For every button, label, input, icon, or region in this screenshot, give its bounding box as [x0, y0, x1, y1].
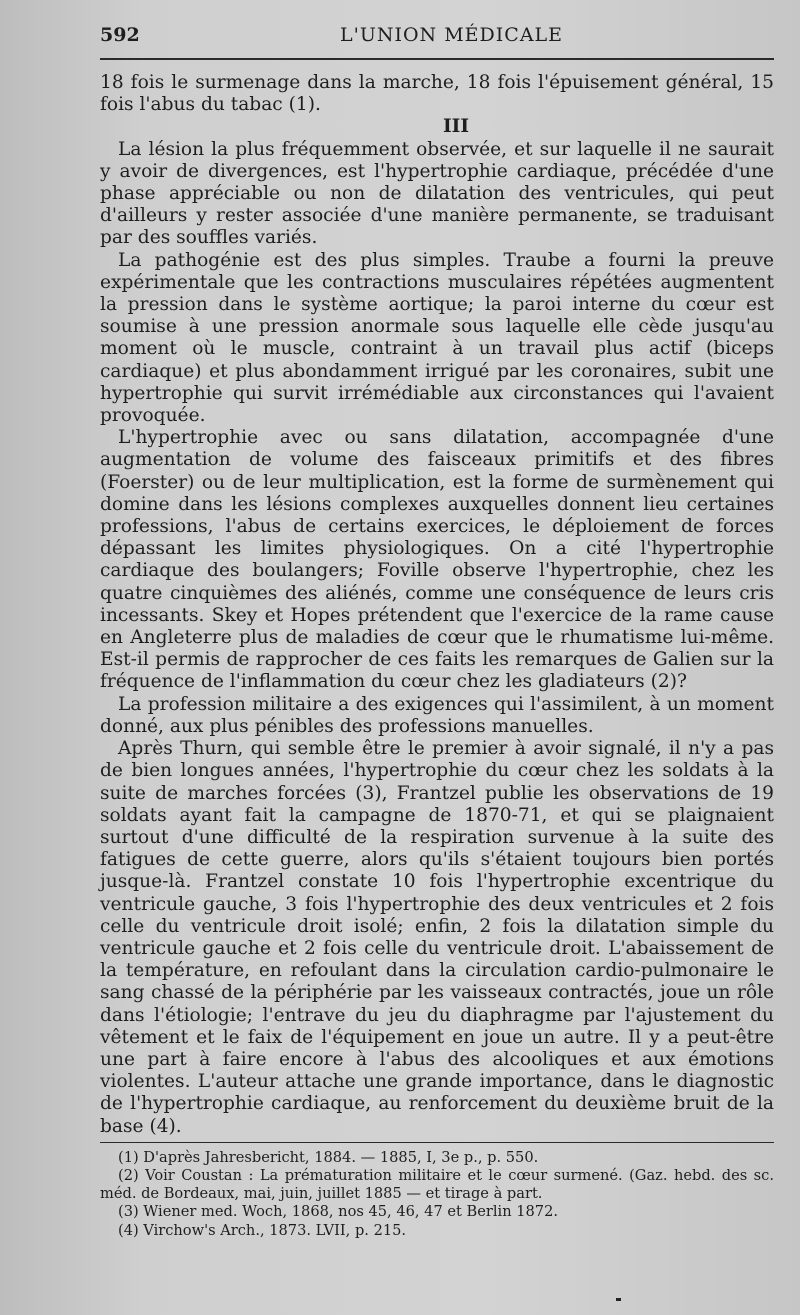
- print-mark: [616, 1298, 621, 1301]
- footnote-rule: [100, 1142, 774, 1143]
- footnote-1: (1) D'après Jahresbericht, 1884. — 1885, I, 3e p., p. 550.: [118, 1148, 539, 1166]
- footnote-3: (3) Wiener med. Woch, 1868, nos 45, 46, 47 et Berlin 1872.: [118, 1203, 559, 1221]
- paragraph-thurn-frantzel: Après Thurn, qui semble être le premier à avoir signalé, il n'y a pas de bien longues années, l'hypertrophie du cœur chez les soldats à la suite de marches forcées (3), Frantzel publie les observations de 19 soldats ayant fait la campagne de 1870-71, et qui se plaignaient surtout d'une difficulté de la respiration survenue à la suite des fatigues de cette guerre, alors qu'ils s'étaient toujours bien portés jusque-là. Frantzel constate 10 fois l'hypertrophie excentrique du ventricule gauche, 3 fois l'hypertrophie des deux ventricules et 2 fois celle du ventricule droit isolé; enfin, 2 fois la dilatation simple du ventricule gauche et 2 fois celle du ventricule droit. L'abaissement de la température, en refoulant dans la circulation cardio-pulmonaire le sang chassé de la périphérie par les vaisseaux contractés, joue un rôle dans l'étiologie; l'entrave du jeu du diaphragme par l'ajustement du vêtement et le faix de l'équipement en joue un autre. Il y a peut-être une part à faire encore à l'abus des alcooliques et aux émotions violentes. L'auteur attache une grande importance, dans le diagnostic de l'hypertrophie cardiaque, au renforcement du deuxième bruit de la base (4).: [100, 738, 774, 1137]
- page-number: 592: [100, 24, 140, 46]
- footnote-4: (4) Virchow's Arch., 1873. LVII, p. 215.: [118, 1221, 407, 1239]
- header-rule: [100, 58, 774, 60]
- paragraph-lesion: La lésion la plus fréquemment observée, et sur laquelle il ne saurait y avoir de divergences, est l'hypertrophie cardiaque, précédée d'une phase appréciable ou non de dilatation des ventricules, qui peut d'ailleurs y rester associée d'une manière permanente, se traduisant par des souffles variés.: [100, 138, 774, 249]
- page-header: [100, 18, 774, 50]
- paragraph-militaire: La profession militaire a des exigences qui l'assimilent, à un moment donné, aux plus pénibles des professions manuelles.: [100, 693, 774, 737]
- running-title: L'UNION MÉDICALE: [340, 24, 564, 46]
- body-text: [100, 72, 774, 1138]
- footnotes: [100, 1149, 774, 1240]
- paragraph-hypertrophie: L'hypertrophie avec ou sans dilatation, accompagnée d'une augmentation de volume des faisceaux primitifs et des fibres (Foerster) ou de leur multiplication, est la forme de surmènement qui domine dans les lésions complexes auxquelles donnent lieu certaines professions, l'abus de certains exercices, le déploiement de forces dépassant les limites physiologiques. On a cité l'hypertrophie cardiaque des boulangers; Foville observe l'hypertrophie, chez les quatre cinquièmes des aliénés, comme une conséquence de leurs cris incessants. Skey et Hopes prétendent que l'exercice de la rame cause en Angleterre plus de maladies de cœur que le rhumatisme lui-même. Est-il permis de rapprocher de ces faits les remarques de Galien sur la fréquence de l'inflammation du cœur chez les gladiateurs (2)?: [100, 427, 774, 693]
- paragraph-pathogenie: La pathogénie est des plus simples. Traube a fourni la preuve expérimentale que les contractions musculaires répétées augmentent la pression dans le système aortique; la paroi interne du cœur est soumise à une pression anormale sous laquelle elle cède jusqu'au moment où le muscle, contraint à un travail plus actif (biceps cardiaque) et plus abondamment irrigué par les coronaires, subit une hypertrophie qui survit irrémédiable aux circonstances qui l'avaient provoquée.: [100, 249, 774, 427]
- footnote-2: (2) Voir Coustan : La prématuration militaire et le cœur surmené. (Gaz. hebd. des sc. méd. de Bordeaux, mai, juin, juillet 1885 — et tirage à part.: [100, 1166, 774, 1203]
- paragraph-continuation: 18 fois le surmenage dans la marche, 18 fois l'épuisement général, 15 fois l'abus du tabac (1).: [100, 72, 774, 116]
- section-numeral: III: [442, 116, 470, 138]
